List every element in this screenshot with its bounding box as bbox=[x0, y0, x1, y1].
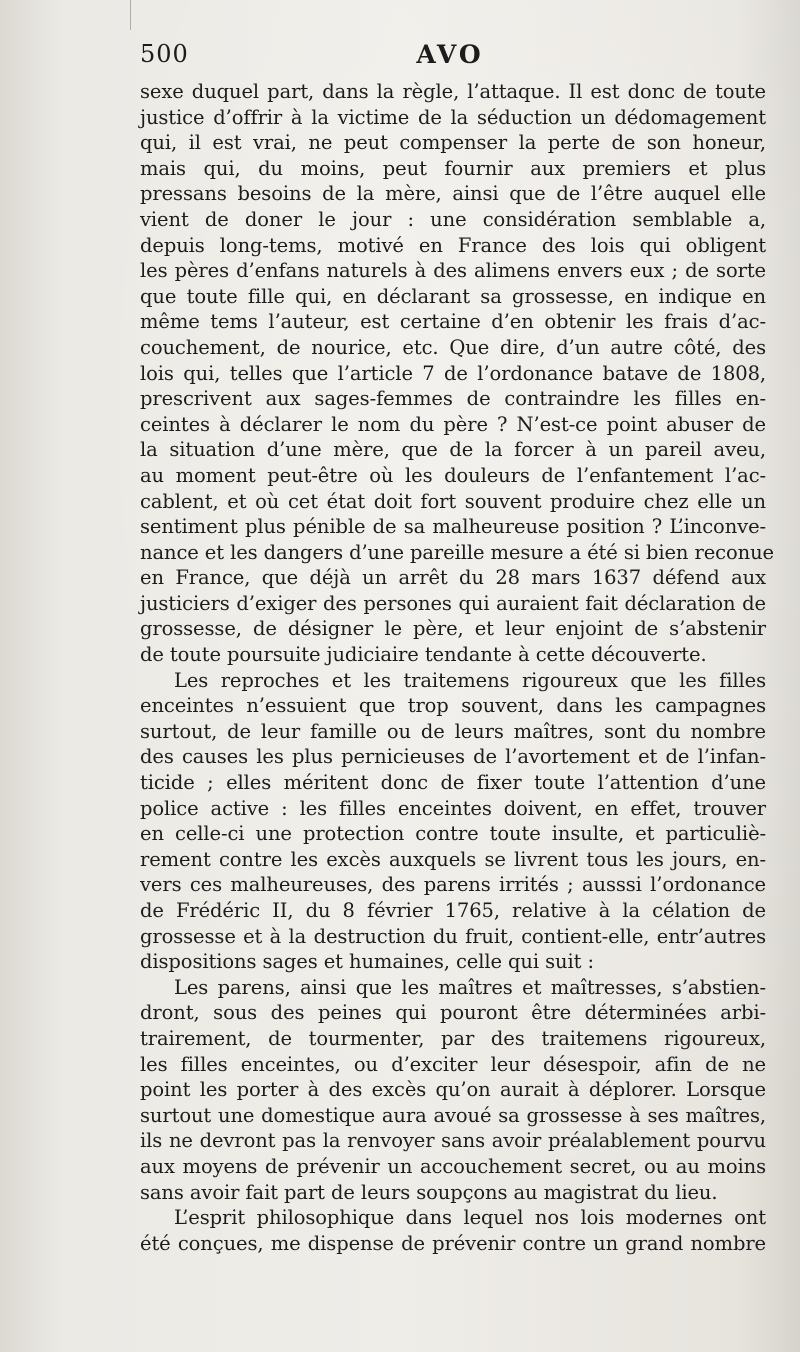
text-line: vers ces malheureuses, des parens irrités ; ausssi l’ordonance bbox=[140, 873, 766, 897]
text-line: que toute fille qui, en déclarant sa grossesse, en indique en bbox=[140, 284, 766, 308]
text-line: surtout, de leur famille ou de leurs maîtres, sont du nombre bbox=[140, 719, 766, 743]
text-line: au moment peut-être où les douleurs de l’enfantement l’ac- bbox=[140, 463, 766, 487]
text-line: mais qui, du moins, peut fournir aux premiers et plus bbox=[140, 156, 766, 180]
text-line: Les reproches et les traitemens rigoureux que les filles bbox=[174, 668, 766, 692]
text-line: L’esprit philosophique dans lequel nos lois modernes ont bbox=[174, 1206, 766, 1230]
text-line: pressans besoins de la mère, ainsi que de l’être auquel elle bbox=[140, 182, 766, 206]
text-line: police active : les filles enceintes doivent, en effet, trouver bbox=[140, 796, 766, 820]
page-edge-mark bbox=[130, 0, 131, 30]
text-line: trairement, de tourmenter, par des traitemens rigoureux, bbox=[140, 1026, 766, 1050]
text-line: couchement, de nourice, etc. Que dire, d’un autre côté, des bbox=[140, 335, 766, 359]
body-text bbox=[140, 79, 774, 1256]
text-line: sexe duquel part, dans la règle, l’attaque. Il est donc de toute bbox=[140, 80, 766, 103]
text-line: enceintes n’essuient que trop souvent, dans les campagnes bbox=[140, 694, 766, 718]
running-head-title: AVO bbox=[416, 40, 484, 69]
text-line: Les parens, ainsi que les maîtres et maîtresses, s’abstien- bbox=[174, 975, 766, 999]
text-line: prescrivent aux sages-femmes de contraindre les filles en- bbox=[140, 387, 766, 411]
text-line: de toute poursuite judiciaire tendante à cette découverte. bbox=[140, 643, 707, 667]
text-line: dispositions sages et humaines, celle qui suit : bbox=[140, 950, 594, 974]
text-line: en celle-ci une protection contre toute insulte, et particuliè- bbox=[140, 822, 766, 846]
page-number: 500 bbox=[140, 40, 189, 68]
text-line: même tems l’auteur, est certaine d’en obtenir les frais d’ac- bbox=[140, 310, 766, 334]
text-line: vient de doner le jour : une considération semblable a, bbox=[140, 207, 766, 231]
text-line: aux moyens de prévenir un accouchement secret, ou au moins bbox=[140, 1154, 766, 1178]
text-line: les filles enceintes, ou d’exciter leur désespoir, afin de ne bbox=[140, 1052, 766, 1076]
text-line: point les porter à des excès qu’on aurait à déplorer. Lorsque bbox=[140, 1078, 766, 1102]
text-line: de Frédéric II, du 8 février 1765, relative à la célation de bbox=[140, 899, 766, 922]
text-line: ceintes à déclarer le nom du père ? N’est-ce point abuser de bbox=[140, 412, 766, 436]
text-line: la situation d’une mère, que de la forcer à un pareil aveu, bbox=[140, 438, 766, 462]
text-line: grossesse, de désigner le père, et leur enjoint de s’abstenir bbox=[140, 617, 766, 641]
text-line: sans avoir fait part de leurs soupçons au magistrat du lieu. bbox=[140, 1180, 718, 1204]
text-line: en France, que déjà un arrêt du 28 mars 1637 défend aux bbox=[140, 566, 766, 590]
text-line: les pères d’enfans naturels à des alimens envers eux ; de sorte bbox=[140, 259, 766, 283]
text-line: grossesse et à la destruction du fruit, contient-elle, entr’autres bbox=[140, 924, 766, 948]
text-line: surtout une domestique aura avoué sa grossesse à ses maîtres, bbox=[140, 1103, 766, 1127]
running-head bbox=[140, 40, 760, 76]
text-line: ticide ; elles méritent donc de fixer toute l’attention d’une bbox=[140, 771, 766, 795]
text-line: été conçues, me dispense de prévenir contre un grand nombre bbox=[140, 1231, 766, 1255]
text-line: depuis long-tems, motivé en France des lois qui obligent bbox=[140, 233, 766, 257]
text-line: ils ne devront pas la renvoyer sans avoir préalablement pourvu bbox=[140, 1129, 766, 1153]
text-line: sentiment plus pénible de sa malheureuse position ? L’inconve- bbox=[140, 515, 766, 539]
text-line: rement contre les excès auxquels se livrent tous les jours, en- bbox=[140, 847, 766, 871]
text-line: dront, sous des peines qui pouront être déterminées arbi- bbox=[140, 1001, 766, 1025]
text-line: lois qui, telles que l’article 7 de l’ordonance batave de 1808, bbox=[140, 361, 766, 385]
text-line: nance et les dangers d’une pareille mesure a été si bien reconue bbox=[140, 540, 774, 564]
text-line: justiciers d’exiger des persones qui auraient fait déclaration de bbox=[140, 591, 766, 615]
text-line: qui, il est vrai, ne peut compenser la perte de son honeur, bbox=[140, 131, 766, 155]
text-line: des causes les plus pernicieuses de l’avortement et de l’infan- bbox=[140, 745, 766, 769]
text-line: cablent, et où cet état doit fort souvent produire chez elle un bbox=[140, 489, 766, 513]
text-line: justice d’offrir à la victime de la séduction un dédomagement bbox=[140, 105, 766, 129]
